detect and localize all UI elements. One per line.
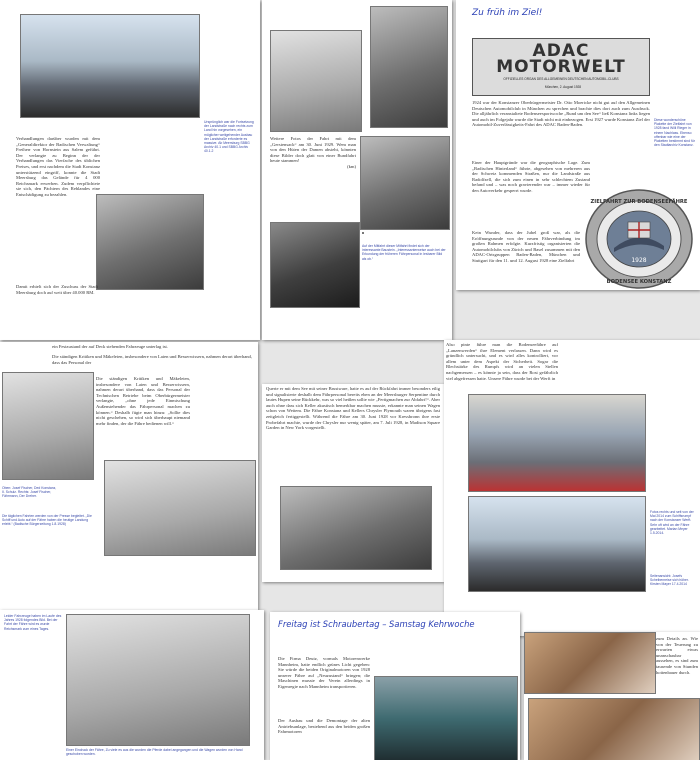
photo-ferry-officers [104, 460, 256, 556]
photo-passengers [360, 136, 450, 230]
photo-meersburg-harbor [20, 14, 200, 118]
photo-caption: Fotos rechts und seit von der Mai 2014 zum Schiffsrumpf nach der Konstanzer Werft. Sehr oft wird an der Fähre gearbeitet. Marian Meyer 1.5.2014. [650, 510, 694, 536]
photo-caption: Die täglichen Fahrten werden von der Presse begleitet. „Die Schiff und Auto auf der Fähre haben die heutige Landung erlebt.“ (Badische Bürgerzeitung 1.8.1928) [2, 514, 92, 527]
photo-construction-site [96, 194, 204, 290]
badge-caption: Diese wunderschöne Plakette der Zielfahrt von 1928 fand Willi Rieger in einem Nachlass. Ebenso offenbar wie eine der Plaketten bestimmt sind für den Stadtarchiv Konstanz. [654, 118, 695, 148]
photo-ferry-crowd [270, 30, 362, 132]
article-intro: 1924 war der Konstanzer Oberbürgermeister Dr. Otto Moericke nicht gut auf den Allgemeinen Deutschen Automobilclub in München zu sprechen und brachte dies dort auch zum Ausdruck. Die alljährlich veranstaltete Bodenseesportwoche „Rund um den See“ ließ Konstanz links liegen und auch im Folgejahr wurde die Stadt nicht mit einbezogen. Erst 1927 wurde Konstanz Ziel der Automobil-Zuverlässigkeits-Fahrt des ADAC Baden-Baden. [472, 100, 650, 128]
masthead-date: München, 2. August 1928 [544, 85, 582, 89]
page-3 [456, 0, 700, 290]
masthead-title: ADAC MOTORWELT [496, 41, 626, 77]
photo-caption: Ursprünglich war die Fortsetzung der Landstraße nach rechts zum Land hin vorgesehen, ein möglicher weitgehender Ausbau der Landstraße erforderte es massive. Ab Meersburg SBBG Archiv 40.1 und SBBG Archiv 40.1.2 [204, 120, 254, 154]
photo-caption-top: Leider Fahrzeuge haben im Laufe des Jahres 1928 folgendes Bild. Bei der Fahrt der Fähre wird es wurde Reichsmark zum eines Tages. [4, 614, 62, 631]
photo-restored-deck [528, 698, 700, 760]
article-body: Also pinte führe man die Bodenseefähre auf „Lanzenwerden“ ihre Element verlassen. Dann wird es gründlich untersucht, und es wird alles kontrolliert, vor allem unter dem Aspekt der Sicherheit. Sogar die Blechstärke des Rumpfs wird an vielen Stellen nachgemessen – es könnte ja sein, dass der Rost gefährlich viel abgefressen hatte. Unsere Fähre wurde bei der Werft in [446, 342, 558, 381]
article-body: Die Firma Deutz, vormals Motorenwerke Mannheim, hatte endlich grünes Licht gegeben: Sie würde die beiden Originalmotoren von 1928 unserer Fähre auf „Neuzustand“ bringen; die Maschinen musste der Verein allerdings in Eigenregie nach Mannheim transportieren. [278, 656, 370, 689]
article-body-intro: Die ständigen Kritiken und Mäkeleien, insbesondere von Laien und Besserwissern, nahmen derart überhand, dass das Personal der [52, 354, 252, 365]
article-body: Die ständigen Kritiken und Mäkeleien, insbesondere von Laien und Besserwissern, nahmen derart überhand, dass das Personal der Technischen Betriebe beim Oberbürgermeister verlangte, „ohne jede Einmischung Außenstehender das Fährpersonal machen zu können.“ Deshalb fügte man hinzu: „Sollte dies nicht geschehen, so wird sich überhaupt niemand mehr finden, der die Fähre bedienen will.“ [96, 376, 190, 426]
article-body: Verhandlungen darüber wurden mit dem „Generaldirektor der Badischen Verwaltung“ Freiherr von Hornstein aus Salem geführt. Der verlangte zu Beginn der der Verhandlungen das Vierfache des üblichen Preises, und erst nachdem die Stadt Konstanz unterstützend eingriff, konnte die Stadt Meersburg das Gelände für 4 000 Reichsmark erwerben. Zudem verpflichtete sie sich, den Pächtern des Reblandes eine Entschädigung zu bezahlen. [16, 136, 100, 197]
section-heading: Zu früh im Ziel! [472, 8, 543, 18]
photo-ferry-deck [370, 6, 448, 128]
photo-ferry-in-dock [468, 394, 646, 492]
photo-caption: Auf der Mitfahrt dieser Mitfahrt findet sich der interessante Baustein. „Interessanterweise auch bei der Erkundung der früheren Fährpersonal in lesbarer Bild als ob.“ [362, 244, 446, 261]
article-body: Querte er mit dem See mit seiner Brustware, hatte es auf der Rückfahrt immer besonders eilig und signalisierte deshalb dem Fährpersonal bereits eben an der Meersburger Serpentine durch lautes Hupen seine Rückkehr, was so viel heißen sollte wie „Fertigmachen zur Abfahrt!“. Aber auch ohne dass sich Keller akustisch bemerkbar machen musste, erkannte man seinen Wagen schon von Weitem. Die Fähre Konstanz und Kellers Chrysler Plymouth waren übrigens fast zeitgleich fertiggestellt. Während die Fähre am 30. Juni 1928 vor Kressbronn ihre erste Probefahrt machte, wurde der Chrysler nur wenig später, am 7. Juli 1928, in Madison Square Garden in New York vorgestellt. [266, 386, 440, 431]
badge-bottom-text: BODENSEE KONSTANZ [606, 279, 672, 285]
page-7 [0, 610, 264, 760]
page-8 [270, 612, 520, 760]
photo-description [270, 136, 356, 170]
photo-ladies-with-hats [270, 222, 360, 308]
article-body-continued: Der Ausbau und die Demontage der alten Antriebsanlage, bestehend aus den beiden großen Fahrmotoren [278, 718, 370, 735]
photo-horse-carriage-ferry [66, 614, 250, 746]
article-body-continued: Damit erhielt sich der Zuschuss der Stadt Meersburg doch auf weit über 40.000 RM. [16, 284, 98, 295]
motorwelt-masthead [472, 38, 650, 96]
photo-caption: Oben: Josef Fischer, Ded Konstanz, II. Schulz. Rechts: Josef Fischer, Fährmann, Der Dreher. [2, 486, 57, 499]
page-4 [0, 342, 258, 610]
photo-description-text: Weitere Fotos der Fahrt mit dem „Gerstensack“ am 30. Juni 1929. Wem man von den Hüten der Damen absieht, könnten diese Bilder doch glatt von einer Bundfahrt heute stammen! [270, 136, 356, 164]
page-6 [444, 340, 700, 636]
badge-year: 1928 [631, 257, 647, 264]
page-5 [262, 384, 444, 582]
masthead-subtitle: OFFIZIELLES ORGAN DES ALLGEMEINEN DEUTSCHEN AUTOMOBIL-CLUBS [503, 77, 619, 81]
badge-top-text: ZIELFAHRT ZUR BODENSEEFÄHRE [590, 199, 688, 205]
article-top-line: ein Festzustand der auf Deck stehenden Fahrzeuge unterlag ist. [52, 344, 168, 349]
photo-caption: Einer Eindruck der Fähre, Zu viele es aus die wurden die Pferde dabei angegangen und die Wagen wurden von Hand geschoben worden. [66, 748, 243, 757]
photo-deck-planks [524, 632, 656, 694]
section-heading: Freitag ist Schraubertag – Samstag Kehrwoche [278, 619, 475, 629]
page-2 [262, 0, 452, 340]
photo-ferry-hull [468, 496, 646, 592]
author-signature: (km) [347, 163, 356, 169]
page-1 [0, 0, 260, 340]
photo-ferry-crew [2, 372, 94, 480]
article-body: zum Details an. Wie von der Teuerung zu erwarten etwas unanschaubar aussehen, es sind zum tausende von Stunden hottenbauer durch. [656, 636, 698, 675]
article-body: Einer der Hauptgründe war die geographische Lage. Zum „Badischen Hinterland“ führte, abgesehen von mehreren aus der Schweiz kommenden Straßen, nur die Landstraße aus Radolfzell, die sich zum einen in sehr schlechtem Zustand befand und – was noch gravierender war – immer wieder für den Autoverkehr gesperrt wurde. [472, 160, 590, 193]
photo-engine-workshop [374, 676, 518, 760]
article-body-continued: Kein Wunder, dass der Jubel groß war, als die Eröffnungsrunde von der neuen Fährverbindung im großen Rahmen erfolgte. Kurzfristig organisierten die Automobilclubs von Zürich und Basel zusammen mit den ADAC-Ortsgruppen Baden-Baden, München und Stuttgart für den 11. und 12. August 1928 eine Zielfahrt [472, 230, 580, 263]
zielfahrt-badge [584, 188, 694, 290]
photo-chrysler-plymouth [280, 486, 432, 570]
photo-caption: Seitenansicht: Josefs Scheibenreise sich höher. Kirsten Mayer 17.4.2014 [650, 574, 689, 587]
photo-group-portrait [362, 232, 364, 234]
page-9 [524, 632, 700, 760]
